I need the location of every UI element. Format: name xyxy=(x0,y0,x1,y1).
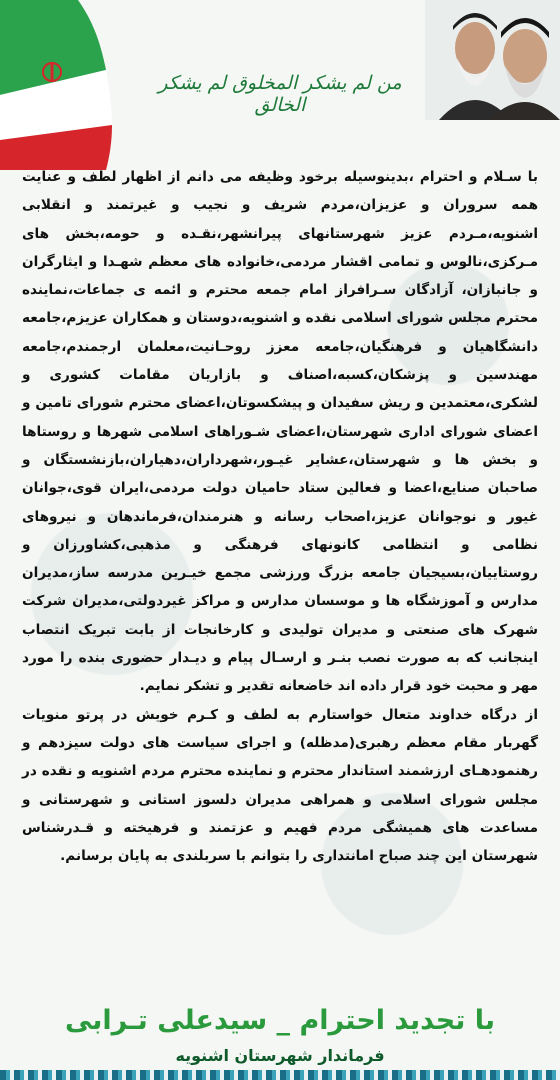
message-paragraph: از درگاه خداوند متعال خواستارم به لطف و کـرم خویش در پرتو منویات گهربار مقام معظم رهبری(مدظله) و اجرای سیاست های دولت سیزدهم و رهنمودهـای ارزشمند استاندار محترم و نماینده محترم مردم اشنویه و نقده در مجلس شورای اسلامی و همراهی مدیران دلسوز استانی و شهرستانی و مساعدت های همیشگی مردم فهیم و عزتمند و فرهیخته و قـدرشناس شهرستان این چند صباح امانتداری را بتوانم با سربلندی به پایان برسانم. xyxy=(22,706,538,865)
iran-flag-image xyxy=(0,0,120,170)
message-paragraph: با سـلام و احترام ،بدینوسیله برخود وظیفه می دانم از اظهار لطف و عنایت همه سروران و عزیزان،مردم شریف و نجیب و غیرتمند و انقلابی اشنویه،مـردم عزیز شهرستانهای پیرانشهر،نقـده و حومه،بخش های مـرکزی،نالوس و تمامی اقشار مردمی،خانواده های معظم شهـدا و ایثارگران و جانبازان، آزادگان سـرافراز امام جمعه محترم و ائمه ی جماعات،نماینده محترم مجلس شورای اسلامی نقده و اشنویه،دوستان و همکاران عزیزم،جامعه دانشگاهیان و فرهنگیان،جامعه معزز روحـانیت،معلمان ارجمندم،جامعه مهندسین و پزشکان،کسبه،اصناف و بازاریان مقامات کشوری و لشکری،معتمدین و ریش سفیدان و پیشکسوتان،اعضای محترم شورای تامین و اعضای شورای اداری شهرستان،اعضای شـوراهای اسلامی شهرها و روستاها و بخش ها و شهرستان،عشایر غیـور،شهرداران،دهیاران،بازنشستگان و صاحبان صنایع،اعضا و فعالین ستاد حامیان دولت مردمی،ایران قوی،جوانان غیور و نوجوانان عزیز،اصحاب رسانه و هنرمندان،فرماندهان و نیروهای نظامی و انتظامی کانونهای فرهنگی و مذهبی،کشاورزان و روستاییان،بسیجیان جامعه بزرگ ورزشی مجمع خیـرین مدرسه ساز،مدیران مدارس و آموزشگاه ها و موسسان مدارس و مراکز غیردولتی،مدیران شرکت شهرک های صنعتی و مدیران تولیدی و کارخانجات از بابت تبریک انتصاب اینجانب که به صورت نصب بنـر و ارسـال پیام و دیـدار حضوری بنده را مورد مهر و محبت خود قرار داده اند خاضعانه تقدیر و تشکر نمایم. xyxy=(22,169,538,695)
decorative-border xyxy=(0,1070,560,1080)
message-body xyxy=(22,163,538,870)
leaders-portrait-image xyxy=(425,0,560,120)
signature-line: با تجدید احترام _ سیدعلی تـرابی xyxy=(64,1005,496,1036)
signature-title: فرماندار شهرستان اشنویه xyxy=(175,1046,385,1065)
slogan-calligraphy: من لم یشکر المخلوق لم یشکر الخالق xyxy=(158,72,402,116)
